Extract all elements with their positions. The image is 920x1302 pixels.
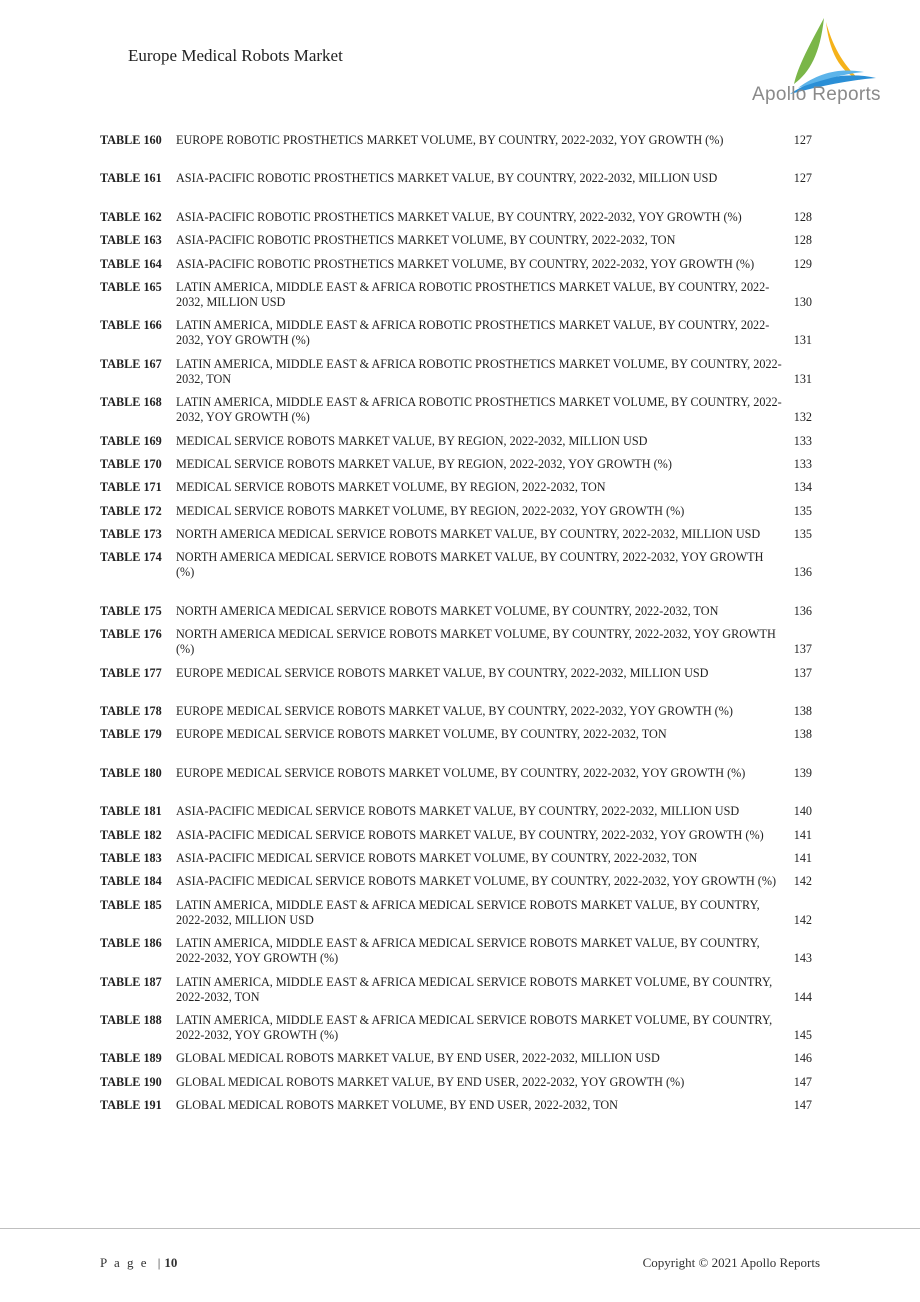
toc-table-number: TABLE 171	[100, 480, 162, 495]
toc-entry[interactable]	[100, 898, 812, 928]
toc-page-number: 145	[793, 1027, 812, 1042]
toc-page-number: 147	[793, 1074, 812, 1089]
footer-page-label: P a g e	[100, 1255, 154, 1270]
toc-table-number: TABLE 169	[100, 433, 162, 448]
toc-entry-label	[100, 457, 784, 472]
toc-table-title: EUROPE MEDICAL SERVICE ROBOTS MARKET VOLUME, BY COUNTRY, 2022-2032, TON	[176, 727, 667, 742]
toc-table-number: TABLE 167	[100, 356, 162, 371]
toc-page-number: 131	[793, 371, 812, 386]
toc-table-number: TABLE 181	[100, 804, 162, 819]
toc-table-title: GLOBAL MEDICAL ROBOTS MARKET VALUE, BY END USER, 2022-2032, YOY GROWTH (%)	[176, 1074, 685, 1089]
toc-page-number: 144	[793, 989, 812, 1004]
toc-entry[interactable]	[100, 1075, 812, 1090]
toc-entry[interactable]	[100, 727, 812, 742]
toc-table-title: LATIN AMERICA, MIDDLE EAST & AFRICA MEDICAL SERVICE ROBOTS MARKET VALUE, BY COUNTRY, 2022-2032, YOY GROWTH (%)	[176, 936, 760, 966]
toc-entry-label	[100, 1051, 784, 1066]
toc-page-number: 127	[793, 133, 812, 147]
toc-entry[interactable]	[100, 550, 812, 580]
toc-entry[interactable]	[100, 874, 812, 889]
toc-table-title: EUROPE MEDICAL SERVICE ROBOTS MARKET VALUE, BY COUNTRY, 2022-2032, YOY GROWTH (%)	[176, 704, 733, 719]
toc-table-title: LATIN AMERICA, MIDDLE EAST & AFRICA MEDICAL SERVICE ROBOTS MARKET VOLUME, BY COUNTRY, 2022-2032, TON	[176, 974, 773, 1004]
toc-table-title: ASIA-PACIFIC MEDICAL SERVICE ROBOTS MARKET VOLUME, BY COUNTRY, 2022-2032, YOY GROWTH (%)	[176, 874, 777, 889]
toc-table-number: TABLE 176	[100, 627, 162, 642]
toc-entry[interactable]	[100, 1051, 812, 1066]
toc-table-number: TABLE 186	[100, 936, 162, 951]
toc-entry[interactable]	[100, 434, 812, 449]
toc-entry-label	[100, 975, 784, 1005]
toc-table-number: TABLE 172	[100, 503, 162, 518]
toc-entry[interactable]	[100, 457, 812, 472]
toc-entry-label	[100, 604, 784, 619]
toc-table-title: GLOBAL MEDICAL ROBOTS MARKET VALUE, BY END USER, 2022-2032, MILLION USD	[176, 1051, 660, 1066]
toc-table-number: TABLE 179	[100, 727, 162, 742]
toc-table-number: TABLE 163	[100, 233, 162, 248]
toc-entry-label	[100, 480, 784, 495]
toc-table-title: ASIA-PACIFIC ROBOTIC PROSTHETICS MARKET VOLUME, BY COUNTRY, 2022-2032, YOY GROWTH (%)	[176, 256, 755, 271]
toc-entry[interactable]	[100, 156, 812, 186]
toc-page-number: 134	[793, 480, 812, 495]
toc-table-title: ASIA-PACIFIC MEDICAL SERVICE ROBOTS MARKET VOLUME, BY COUNTRY, 2022-2032, TON	[176, 850, 698, 865]
toc-entry[interactable]	[100, 627, 812, 657]
toc-entry-label	[100, 898, 784, 928]
toc-table-title: EUROPE ROBOTIC PROSTHETICS MARKET VOLUME, BY COUNTRY, 2022-2032, YOY GROWTH (%)	[176, 133, 724, 147]
toc-entry-label	[100, 280, 784, 310]
toc-page-number: 142	[793, 874, 812, 889]
toc-entry[interactable]	[100, 233, 812, 248]
toc-entry-label	[100, 357, 784, 387]
toc-table-number: TABLE 160	[100, 133, 162, 147]
toc-entry-label	[100, 210, 784, 225]
toc-entry-label	[100, 936, 784, 966]
toc-table-number: TABLE 177	[100, 665, 162, 680]
toc-page-number: 143	[793, 951, 812, 966]
toc-entry-label	[100, 828, 784, 843]
toc-page-number: 132	[793, 410, 812, 425]
toc-page-number: 128	[793, 233, 812, 248]
toc-table-number: TABLE 183	[100, 850, 162, 865]
toc-entry-label	[100, 504, 784, 519]
toc-entry[interactable]	[100, 527, 812, 542]
toc-table-number: TABLE 175	[100, 603, 162, 618]
toc-entry[interactable]	[100, 828, 812, 843]
toc-table-title: NORTH AMERICA MEDICAL SERVICE ROBOTS MARKET VALUE, BY COUNTRY, 2022-2032, MILLION USD	[176, 527, 761, 542]
toc-table-number: TABLE 190	[100, 1074, 162, 1089]
toc-table-title: EUROPE MEDICAL SERVICE ROBOTS MARKET VALUE, BY COUNTRY, 2022-2032, MILLION USD	[176, 665, 709, 680]
toc-page-number: 133	[793, 456, 812, 471]
footer-divider	[0, 1228, 920, 1229]
toc-table-title: LATIN AMERICA, MIDDLE EAST & AFRICA ROBOTIC PROSTHETICS MARKET VOLUME, BY COUNTRY, 2022-2032, YOY GROWTH (%)	[176, 395, 782, 425]
toc-table-number: TABLE 185	[100, 897, 162, 912]
toc-entry-label	[100, 804, 784, 819]
toc-table-title: ASIA-PACIFIC ROBOTIC PROSTHETICS MARKET VALUE, BY COUNTRY, 2022-2032, MILLION USD	[176, 171, 718, 186]
toc-entry[interactable]	[100, 280, 812, 310]
toc-table-title: MEDICAL SERVICE ROBOTS MARKET VOLUME, BY REGION, 2022-2032, YOY GROWTH (%)	[176, 503, 685, 518]
toc-entry[interactable]	[100, 1013, 812, 1043]
toc-entry-label	[100, 133, 784, 148]
toc-entry-label	[100, 527, 784, 542]
toc-entry-label	[100, 257, 784, 272]
toc-page-number: 129	[793, 256, 812, 271]
toc-table-number: TABLE 170	[100, 456, 162, 471]
toc-table-title: NORTH AMERICA MEDICAL SERVICE ROBOTS MARKET VOLUME, BY COUNTRY, 2022-2032, YOY GROWTH (%)	[176, 627, 776, 657]
footer-page-number: P a g e | 10	[100, 1255, 178, 1270]
toc-entry-label	[100, 233, 784, 248]
toc-table-title: LATIN AMERICA, MIDDLE EAST & AFRICA MEDICAL SERVICE ROBOTS MARKET VALUE, BY COUNTRY, 2022-2032, MILLION USD	[176, 897, 760, 927]
toc-entry-label	[100, 874, 784, 889]
toc-page-number: 137	[793, 642, 812, 657]
toc-entry[interactable]	[100, 118, 812, 148]
toc-page-number: 135	[793, 503, 812, 518]
toc-table-title: ASIA-PACIFIC ROBOTIC PROSTHETICS MARKET VOLUME, BY COUNTRY, 2022-2032, TON	[176, 233, 676, 248]
toc-entry-label	[100, 666, 784, 681]
toc-table-title: LATIN AMERICA, MIDDLE EAST & AFRICA ROBOTIC PROSTHETICS MARKET VOLUME, BY COUNTRY, 2022-2032, TON	[176, 356, 782, 386]
toc-table-number: TABLE 188	[100, 1012, 162, 1027]
toc-table-title: LATIN AMERICA, MIDDLE EAST & AFRICA ROBOTIC PROSTHETICS MARKET VALUE, BY COUNTRY, 2022-2032, YOY GROWTH (%)	[176, 318, 770, 348]
toc-entry[interactable]	[100, 851, 812, 866]
toc-table-number: TABLE 173	[100, 527, 162, 542]
toc-entry[interactable]	[100, 257, 812, 272]
toc-entry-label	[100, 704, 784, 719]
document-header-title: Europe Medical Robots Market	[128, 46, 343, 65]
toc-page-number: 146	[793, 1051, 812, 1066]
toc-entry[interactable]	[100, 195, 812, 225]
toc-entry[interactable]	[100, 504, 812, 519]
toc-entry[interactable]	[100, 975, 812, 1005]
toc-entry-label	[100, 1013, 784, 1043]
toc-table-number: TABLE 165	[100, 279, 162, 294]
toc-page-number: 138	[793, 727, 812, 742]
toc-table-title: LATIN AMERICA, MIDDLE EAST & AFRICA ROBOTIC PROSTHETICS MARKET VALUE, BY COUNTRY, 2022-2032, MILLION USD	[176, 279, 770, 309]
toc-table-number: TABLE 178	[100, 704, 162, 719]
toc-entry-label	[100, 766, 784, 781]
toc-table-number: TABLE 187	[100, 974, 162, 989]
toc-table-number: TABLE 164	[100, 256, 162, 271]
toc-table-title: EUROPE MEDICAL SERVICE ROBOTS MARKET VOLUME, BY COUNTRY, 2022-2032, YOY GROWTH (%)	[176, 765, 746, 780]
toc-page-number: 136	[793, 565, 812, 580]
toc-table-title: MEDICAL SERVICE ROBOTS MARKET VOLUME, BY REGION, 2022-2032, TON	[176, 480, 606, 495]
toc-table-title: MEDICAL SERVICE ROBOTS MARKET VALUE, BY REGION, 2022-2032, MILLION USD	[176, 433, 648, 448]
toc-entry-label	[100, 550, 784, 580]
toc-entry[interactable]	[100, 666, 812, 681]
toc-entry-label	[100, 1075, 784, 1090]
toc-entry-label	[100, 171, 784, 186]
toc-entry[interactable]	[100, 789, 812, 819]
toc-entry[interactable]	[100, 1098, 812, 1113]
logo-wordmark: Apollo Reports	[752, 84, 881, 105]
toc-page-number: 131	[793, 333, 812, 348]
toc-entry[interactable]	[100, 395, 812, 425]
toc-page-number: 137	[793, 665, 812, 680]
toc-table-number: TABLE 162	[100, 209, 162, 224]
toc-table-number: TABLE 182	[100, 827, 162, 842]
toc-entry[interactable]	[100, 689, 812, 719]
toc-table-number: TABLE 191	[100, 1098, 162, 1113]
toc-entry[interactable]	[100, 936, 812, 966]
footer-copyright: Copyright © 2021 Apollo Reports	[642, 1255, 820, 1270]
toc-entry[interactable]	[100, 751, 812, 781]
toc-page-number: 147	[793, 1098, 812, 1113]
toc-page-number: 138	[793, 704, 812, 719]
toc-table-number: TABLE 166	[100, 318, 162, 333]
toc-table-number: TABLE 184	[100, 874, 162, 889]
toc-table-number: TABLE 168	[100, 395, 162, 410]
toc-table-number: TABLE 180	[100, 765, 162, 780]
toc-table-title: MEDICAL SERVICE ROBOTS MARKET VALUE, BY REGION, 2022-2032, YOY GROWTH (%)	[176, 456, 672, 471]
toc-table-title: GLOBAL MEDICAL ROBOTS MARKET VOLUME, BY END USER, 2022-2032, TON	[176, 1098, 618, 1113]
toc-table-number: TABLE 161	[100, 171, 162, 186]
toc-table-title: ASIA-PACIFIC MEDICAL SERVICE ROBOTS MARKET VALUE, BY COUNTRY, 2022-2032, YOY GROWTH (%)	[176, 827, 764, 842]
toc-table-title: LATIN AMERICA, MIDDLE EAST & AFRICA MEDICAL SERVICE ROBOTS MARKET VOLUME, BY COUNTRY, 2022-2032, YOY GROWTH (%)	[176, 1012, 773, 1042]
toc-page-number: 142	[793, 912, 812, 927]
toc-entry-label	[100, 318, 784, 348]
toc-entry[interactable]	[100, 318, 812, 348]
toc-entry-label	[100, 627, 784, 657]
toc-entry-label	[100, 434, 784, 449]
toc-entry-label	[100, 851, 784, 866]
toc-page-number: 128	[793, 209, 812, 224]
toc-entry-label	[100, 727, 784, 742]
table-of-contents-list	[100, 118, 812, 1122]
footer-page-value: 10	[164, 1255, 178, 1270]
toc-table-title: NORTH AMERICA MEDICAL SERVICE ROBOTS MARKET VALUE, BY COUNTRY, 2022-2032, YOY GROWTH (%)	[176, 550, 764, 580]
toc-page-number: 141	[793, 850, 812, 865]
toc-table-number: TABLE 189	[100, 1051, 162, 1066]
toc-entry-label	[100, 395, 784, 425]
toc-page-number: 141	[793, 827, 812, 842]
toc-table-title: ASIA-PACIFIC ROBOTIC PROSTHETICS MARKET VALUE, BY COUNTRY, 2022-2032, YOY GROWTH (%)	[176, 209, 742, 224]
toc-page-number: 135	[793, 527, 812, 542]
toc-page-number: 130	[793, 294, 812, 309]
toc-entry[interactable]	[100, 480, 812, 495]
toc-entry-label	[100, 1098, 784, 1113]
toc-page-number: 136	[793, 603, 812, 618]
toc-page-number: 139	[793, 765, 812, 780]
toc-entry[interactable]	[100, 589, 812, 619]
toc-page-number: 140	[793, 804, 812, 819]
toc-table-title: ASIA-PACIFIC MEDICAL SERVICE ROBOTS MARKET VALUE, BY COUNTRY, 2022-2032, MILLION USD	[176, 804, 740, 819]
toc-table-title: NORTH AMERICA MEDICAL SERVICE ROBOTS MARKET VOLUME, BY COUNTRY, 2022-2032, TON	[176, 603, 719, 618]
toc-entry[interactable]	[100, 357, 812, 387]
toc-page-number: 127	[793, 171, 812, 186]
toc-page-number: 133	[793, 433, 812, 448]
toc-table-number: TABLE 174	[100, 550, 162, 565]
